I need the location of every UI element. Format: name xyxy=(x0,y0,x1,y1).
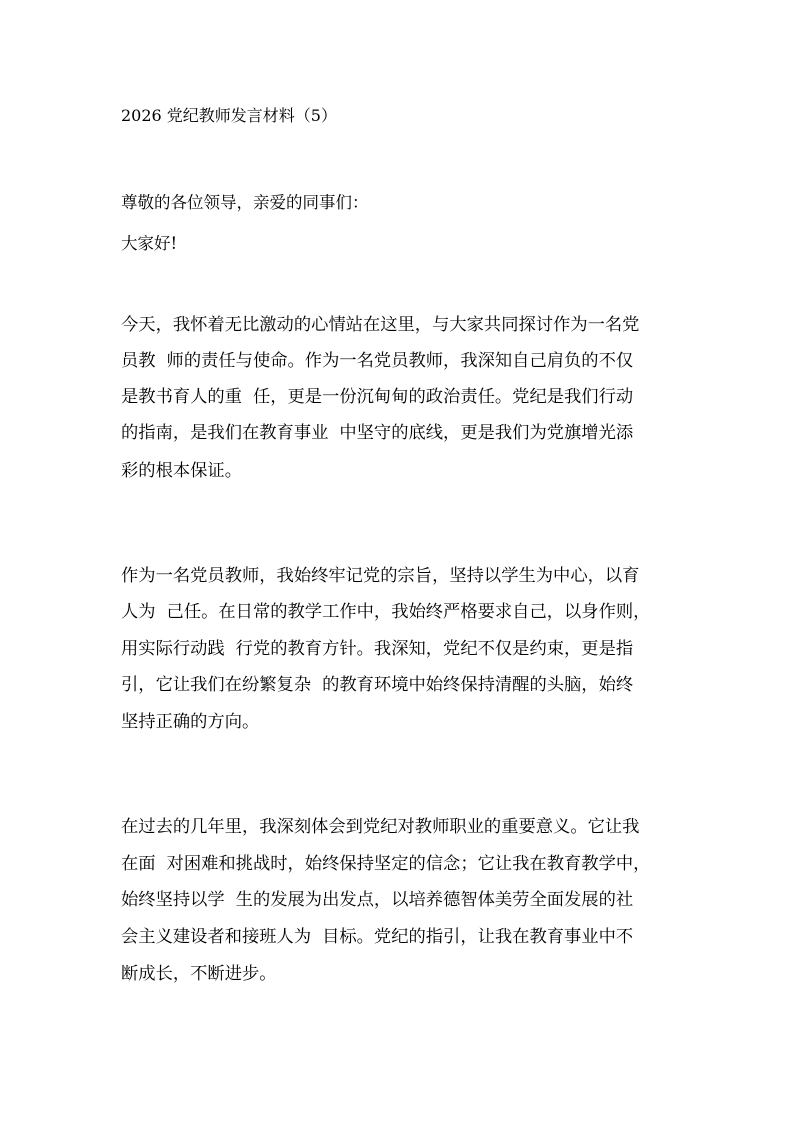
paragraph-line: 断成长，不断进步。 xyxy=(121,964,277,984)
paragraph-line: 始终坚持以学 生的发展为出发点，以培养德智体美劳全面发展的社 xyxy=(121,890,634,910)
paragraph-line: 人为 己任。在日常的教学工作中，我始终严格要求自己，以身作则， xyxy=(121,602,651,622)
paragraph-line: 作为一名党员教师，我始终牢记党的宗旨，坚持以学生为中心，以育 xyxy=(121,566,640,586)
paragraph-line: 在过去的几年里，我深刻体会到党纪对教师职业的重要意义。它让我 xyxy=(121,817,640,837)
paragraph-line: 坚持正确的方向。 xyxy=(121,712,260,732)
paragraph-line: 今天，我怀着无比激动的心情站在这里，与大家共同探讨作为一名党 xyxy=(121,315,640,335)
document-title: 2026 党纪教师发言材料（5） xyxy=(121,106,337,125)
paragraph-line: 彩的根本保证。 xyxy=(121,461,242,481)
paragraph-line: 在面 对困难和挑战时，始终保持坚定的信念；它让我在教育教学中， xyxy=(121,854,651,874)
paragraph-line: 的指南，是我们在教育事业 中坚守的底线，更是我们为党旗增光添 xyxy=(121,423,634,443)
paragraph-line: 用实际行动践 行党的教育方针。我深知，党纪不仅是约束，更是指 xyxy=(121,639,634,659)
paragraph-line: 会主义建设者和接班人为 目标。党纪的指引，让我在教育事业中不 xyxy=(121,927,634,947)
paragraph-line: 是教书育人的重 任，更是一份沉甸甸的政治责任。党纪是我们行动 xyxy=(121,387,634,407)
paragraph-line: 员教 师的责任与使命。作为一名党员教师，我深知自己肩负的不仅 xyxy=(121,351,634,371)
salutation: 尊敬的各位领导，亲爱的同事们： xyxy=(121,193,369,212)
greeting: 大家好! xyxy=(121,234,178,253)
paragraph-line: 引，它让我们在纷繁复杂 的教育环境中始终保持清醒的头脑，始终 xyxy=(121,675,634,695)
